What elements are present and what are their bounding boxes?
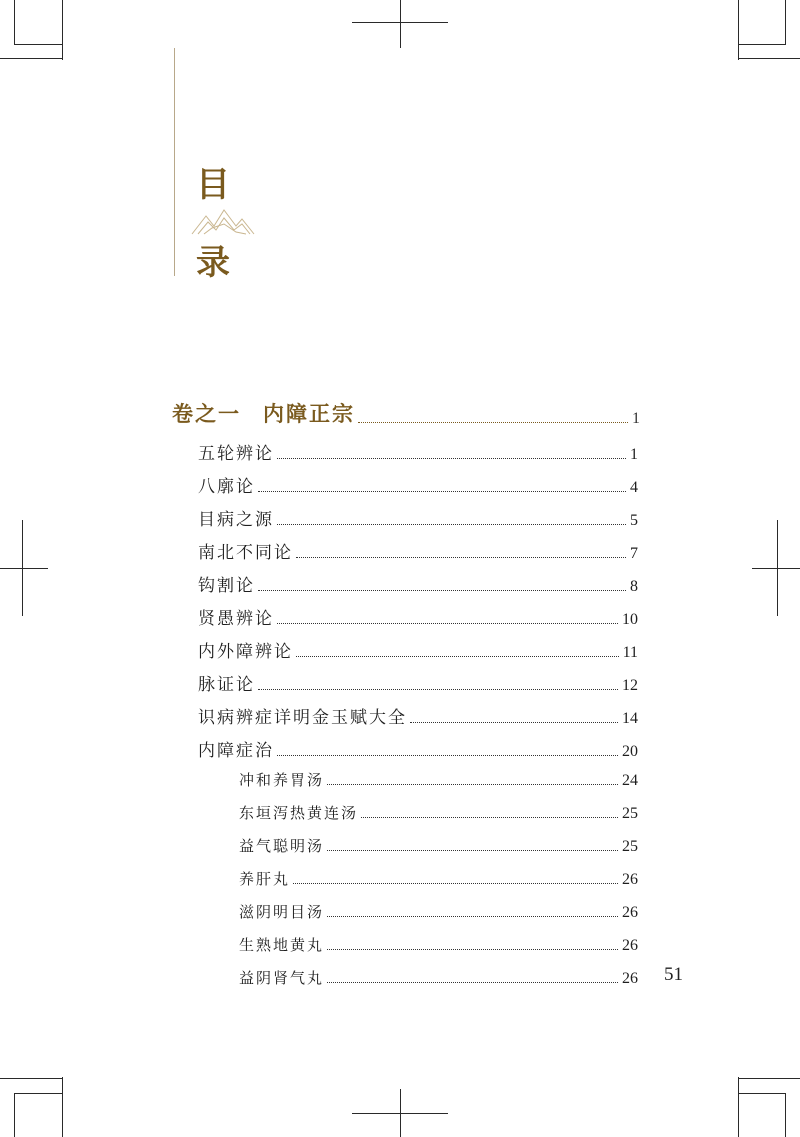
entry-label: 益阴肾气丸 — [239, 969, 325, 987]
entry-page: 20 — [622, 743, 638, 760]
entry-label: 南北不同论 — [198, 543, 293, 563]
entry-page: 26 — [622, 871, 638, 888]
toc-entry[interactable] — [198, 472, 638, 497]
toc-entry[interactable] — [198, 505, 638, 530]
entry-label: 滋阴明目汤 — [239, 903, 325, 921]
toc-chapter[interactable] — [172, 398, 640, 428]
chapter-label: 卷之一 内障正宗 — [172, 401, 355, 426]
entry-label: 贤愚辨论 — [198, 609, 274, 629]
toc-subentry[interactable] — [239, 967, 638, 988]
title-char-1: 目 — [196, 165, 230, 205]
dot-leader — [277, 524, 626, 525]
toc-subentry[interactable] — [239, 901, 638, 922]
dot-leader — [327, 784, 618, 785]
dot-leader — [361, 817, 618, 818]
entry-page: 14 — [622, 710, 638, 727]
entry-label: 东垣泻热黄连汤 — [239, 804, 359, 822]
entry-label: 八廓论 — [198, 477, 255, 497]
title-char-2: 录 — [196, 243, 230, 283]
toc-entry[interactable] — [198, 670, 638, 695]
entry-page: 8 — [630, 578, 638, 595]
entry-label: 冲和养胃汤 — [239, 771, 325, 789]
chapter-page: 1 — [632, 410, 640, 427]
dot-leader — [258, 689, 618, 690]
dot-leader — [410, 722, 618, 723]
dot-leader — [327, 949, 618, 950]
entry-label: 生熟地黄丸 — [239, 936, 325, 954]
entry-page: 12 — [622, 677, 638, 694]
dot-leader — [358, 422, 628, 423]
dot-leader — [277, 458, 626, 459]
toc-subentry[interactable] — [239, 835, 638, 856]
toc-entry[interactable] — [198, 571, 638, 596]
dot-leader — [296, 557, 626, 558]
page-number: 51 — [664, 964, 683, 985]
toc-subentry[interactable] — [239, 868, 638, 889]
dot-leader — [258, 491, 626, 492]
entry-page: 4 — [630, 479, 638, 496]
entry-label: 内外障辨论 — [198, 642, 293, 662]
dot-leader — [327, 982, 618, 983]
dot-leader — [277, 755, 618, 756]
dot-leader — [258, 590, 626, 591]
dot-leader — [296, 656, 619, 657]
entry-page: 26 — [622, 937, 638, 954]
entry-page: 1 — [630, 446, 638, 463]
entry-label: 脉证论 — [198, 675, 255, 695]
toc-subentry[interactable] — [239, 802, 638, 823]
dot-leader — [277, 623, 618, 624]
toc-subentry[interactable] — [239, 934, 638, 955]
entry-page: 24 — [622, 772, 638, 789]
toc-entry[interactable] — [198, 604, 638, 629]
entry-label: 五轮辨论 — [198, 444, 274, 464]
title-rule — [174, 48, 175, 276]
toc-entry[interactable] — [198, 439, 638, 464]
entry-page: 5 — [630, 512, 638, 529]
dot-leader — [327, 916, 618, 917]
entry-page: 10 — [622, 611, 638, 628]
dot-leader — [293, 883, 618, 884]
entry-page: 25 — [622, 805, 638, 822]
dot-leader — [327, 850, 618, 851]
entry-label: 养肝丸 — [239, 870, 291, 888]
mountain-ornament-icon — [190, 204, 256, 238]
entry-page: 26 — [622, 904, 638, 921]
entry-page: 26 — [622, 970, 638, 987]
toc-entry[interactable] — [198, 703, 638, 728]
toc-subentry[interactable] — [239, 769, 638, 790]
entry-page: 25 — [622, 838, 638, 855]
entry-label: 目病之源 — [198, 510, 274, 530]
toc-entry[interactable] — [198, 736, 638, 761]
toc-entry[interactable] — [198, 538, 638, 563]
entry-page: 11 — [622, 644, 638, 661]
entry-label: 益气聪明汤 — [239, 837, 325, 855]
entry-label: 内障症治 — [198, 741, 274, 761]
entry-page: 7 — [630, 545, 638, 562]
entry-label: 钩割论 — [198, 576, 255, 596]
toc-entry[interactable] — [198, 637, 638, 662]
entry-label: 识病辨症详明金玉赋大全 — [198, 708, 407, 728]
